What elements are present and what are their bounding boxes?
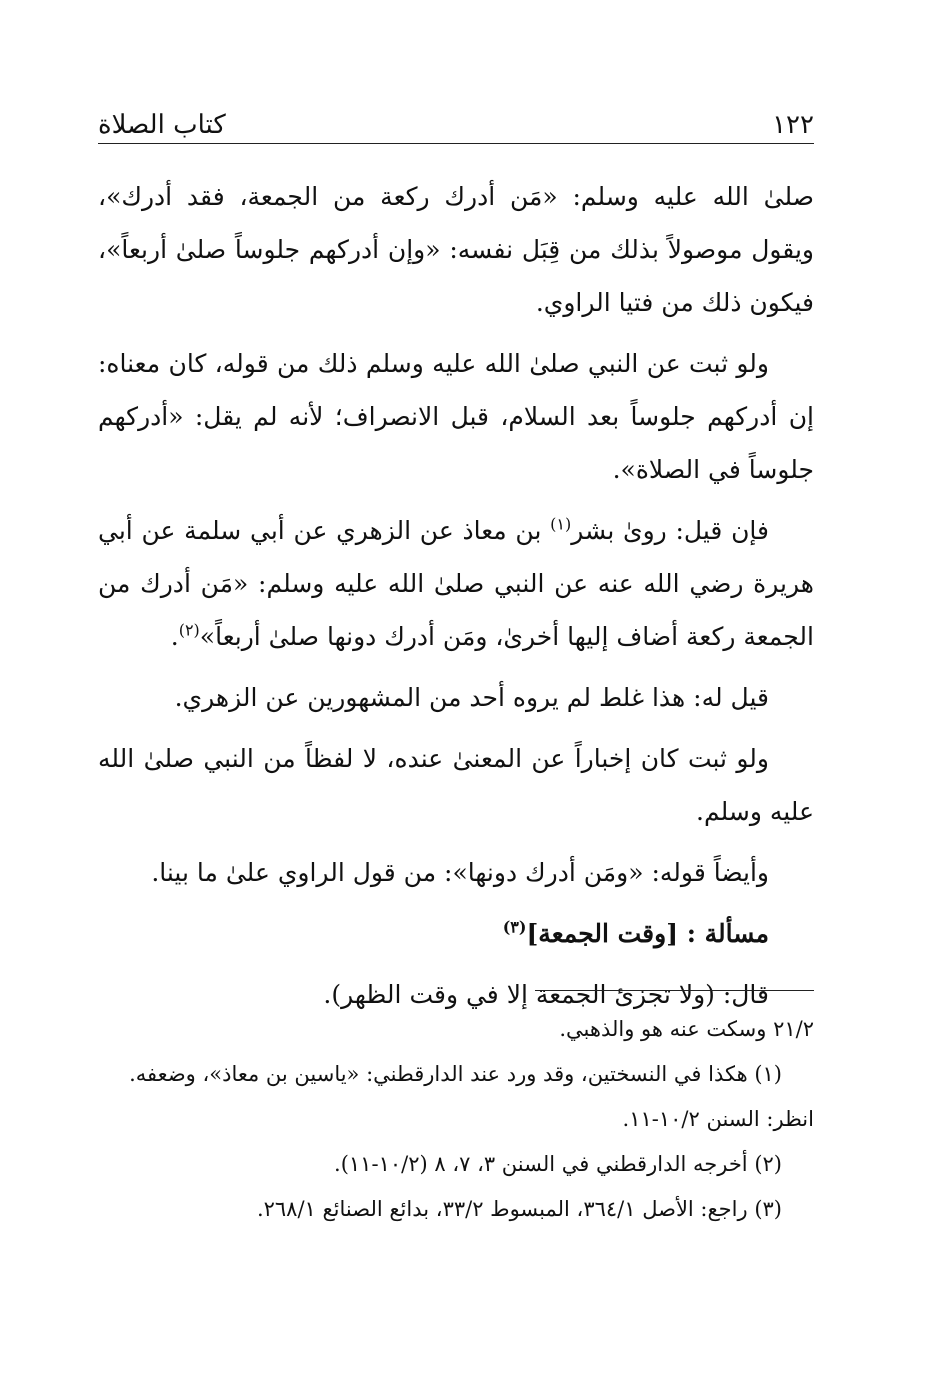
paragraph-1: صلىٰ الله عليه وسلم: «مَن أدرك ركعة من الجمعة، فقد أدرك»، ويقول موصولاً بذلك من قِبَل نفسه: «وإن أدركهم جلوساً صلىٰ أربعاً»، فيكون ذلك من فتيا الراوي. — [98, 182, 814, 317]
section-heading — [98, 907, 814, 960]
footnote-2: (٢) أخرجه الدارقطني في السنن ٣، ٧، ٨ (١٠/٢-١١). — [334, 1152, 782, 1176]
paragraph-5: ولو ثبت كان إخباراً عن المعنىٰ عنده، لا لفظاً من النبي صلىٰ الله عليه وسلم. — [98, 744, 814, 826]
footnote-ref-1: (١) — [550, 514, 572, 534]
paragraph-3-part-a: فإن قيل: روىٰ بشر — [571, 516, 769, 545]
main-text — [98, 170, 814, 1029]
section-heading-text: مسألة : [وقت الجمعة] — [526, 919, 769, 948]
paragraph-3-part-c: . — [170, 622, 179, 651]
header-rule — [98, 143, 814, 144]
paragraph-7: قال: (ولا تجزئ الجمعة إلا في وقت الظهر). — [323, 980, 769, 1009]
footnote-ref-3: (٣) — [502, 917, 527, 937]
footnote-ref-2: (٢) — [178, 620, 200, 640]
page-header — [98, 100, 814, 140]
footnote-1: (١) هكذا في النسختين، وقد ورد عند الدارقطني: «ياسين بن معاذ»، وضعفه. — [129, 1062, 782, 1086]
footnote-3: (٣) راجع: الأصل ٣٦٤/١، المبسوط ٣٣/٢، بدائع الصنائع ٢٦٨/١. — [256, 1197, 782, 1221]
paragraph-3 — [98, 504, 814, 663]
footnotes — [98, 1008, 814, 1233]
running-title: كتاب الصلاة — [98, 110, 226, 140]
paragraph-6: وأيضاً قوله: «ومَن أدرك دونها»: من قول الراوي علىٰ ما بينا. — [151, 858, 769, 887]
paragraph-2: ولو ثبت عن النبي صلىٰ الله عليه وسلم ذلك من قوله، كان معناه: إن أدركهم جلوساً بعد السلام، قبل الانصراف؛ لأنه لم يقل: «أدركهم جلوساً في الصلاة». — [98, 349, 814, 484]
paragraph-4: قيل له: هذا غلط لم يروه أحد من المشهورين عن الزهري. — [174, 683, 769, 712]
page-number: ١٢٢ — [772, 110, 814, 140]
footnote-1-continued: انظر: السنن ١٠/٢-١١. — [622, 1107, 814, 1131]
footnote-rule — [535, 990, 814, 991]
paragraph-3-part-b: بن معاذ عن الزهري عن أبي سلمة عن أبي هريرة رضي الله عنه عن النبي صلىٰ الله عليه وسلم: «مَن أدرك من الجمعة ركعة أضاف إليها أخرىٰ، ومَن أدرك دونها صلىٰ أربعاً» — [98, 516, 814, 651]
footnote-carryover: ٢١/٢ وسكت عنه هو والذهبي. — [559, 1017, 814, 1041]
